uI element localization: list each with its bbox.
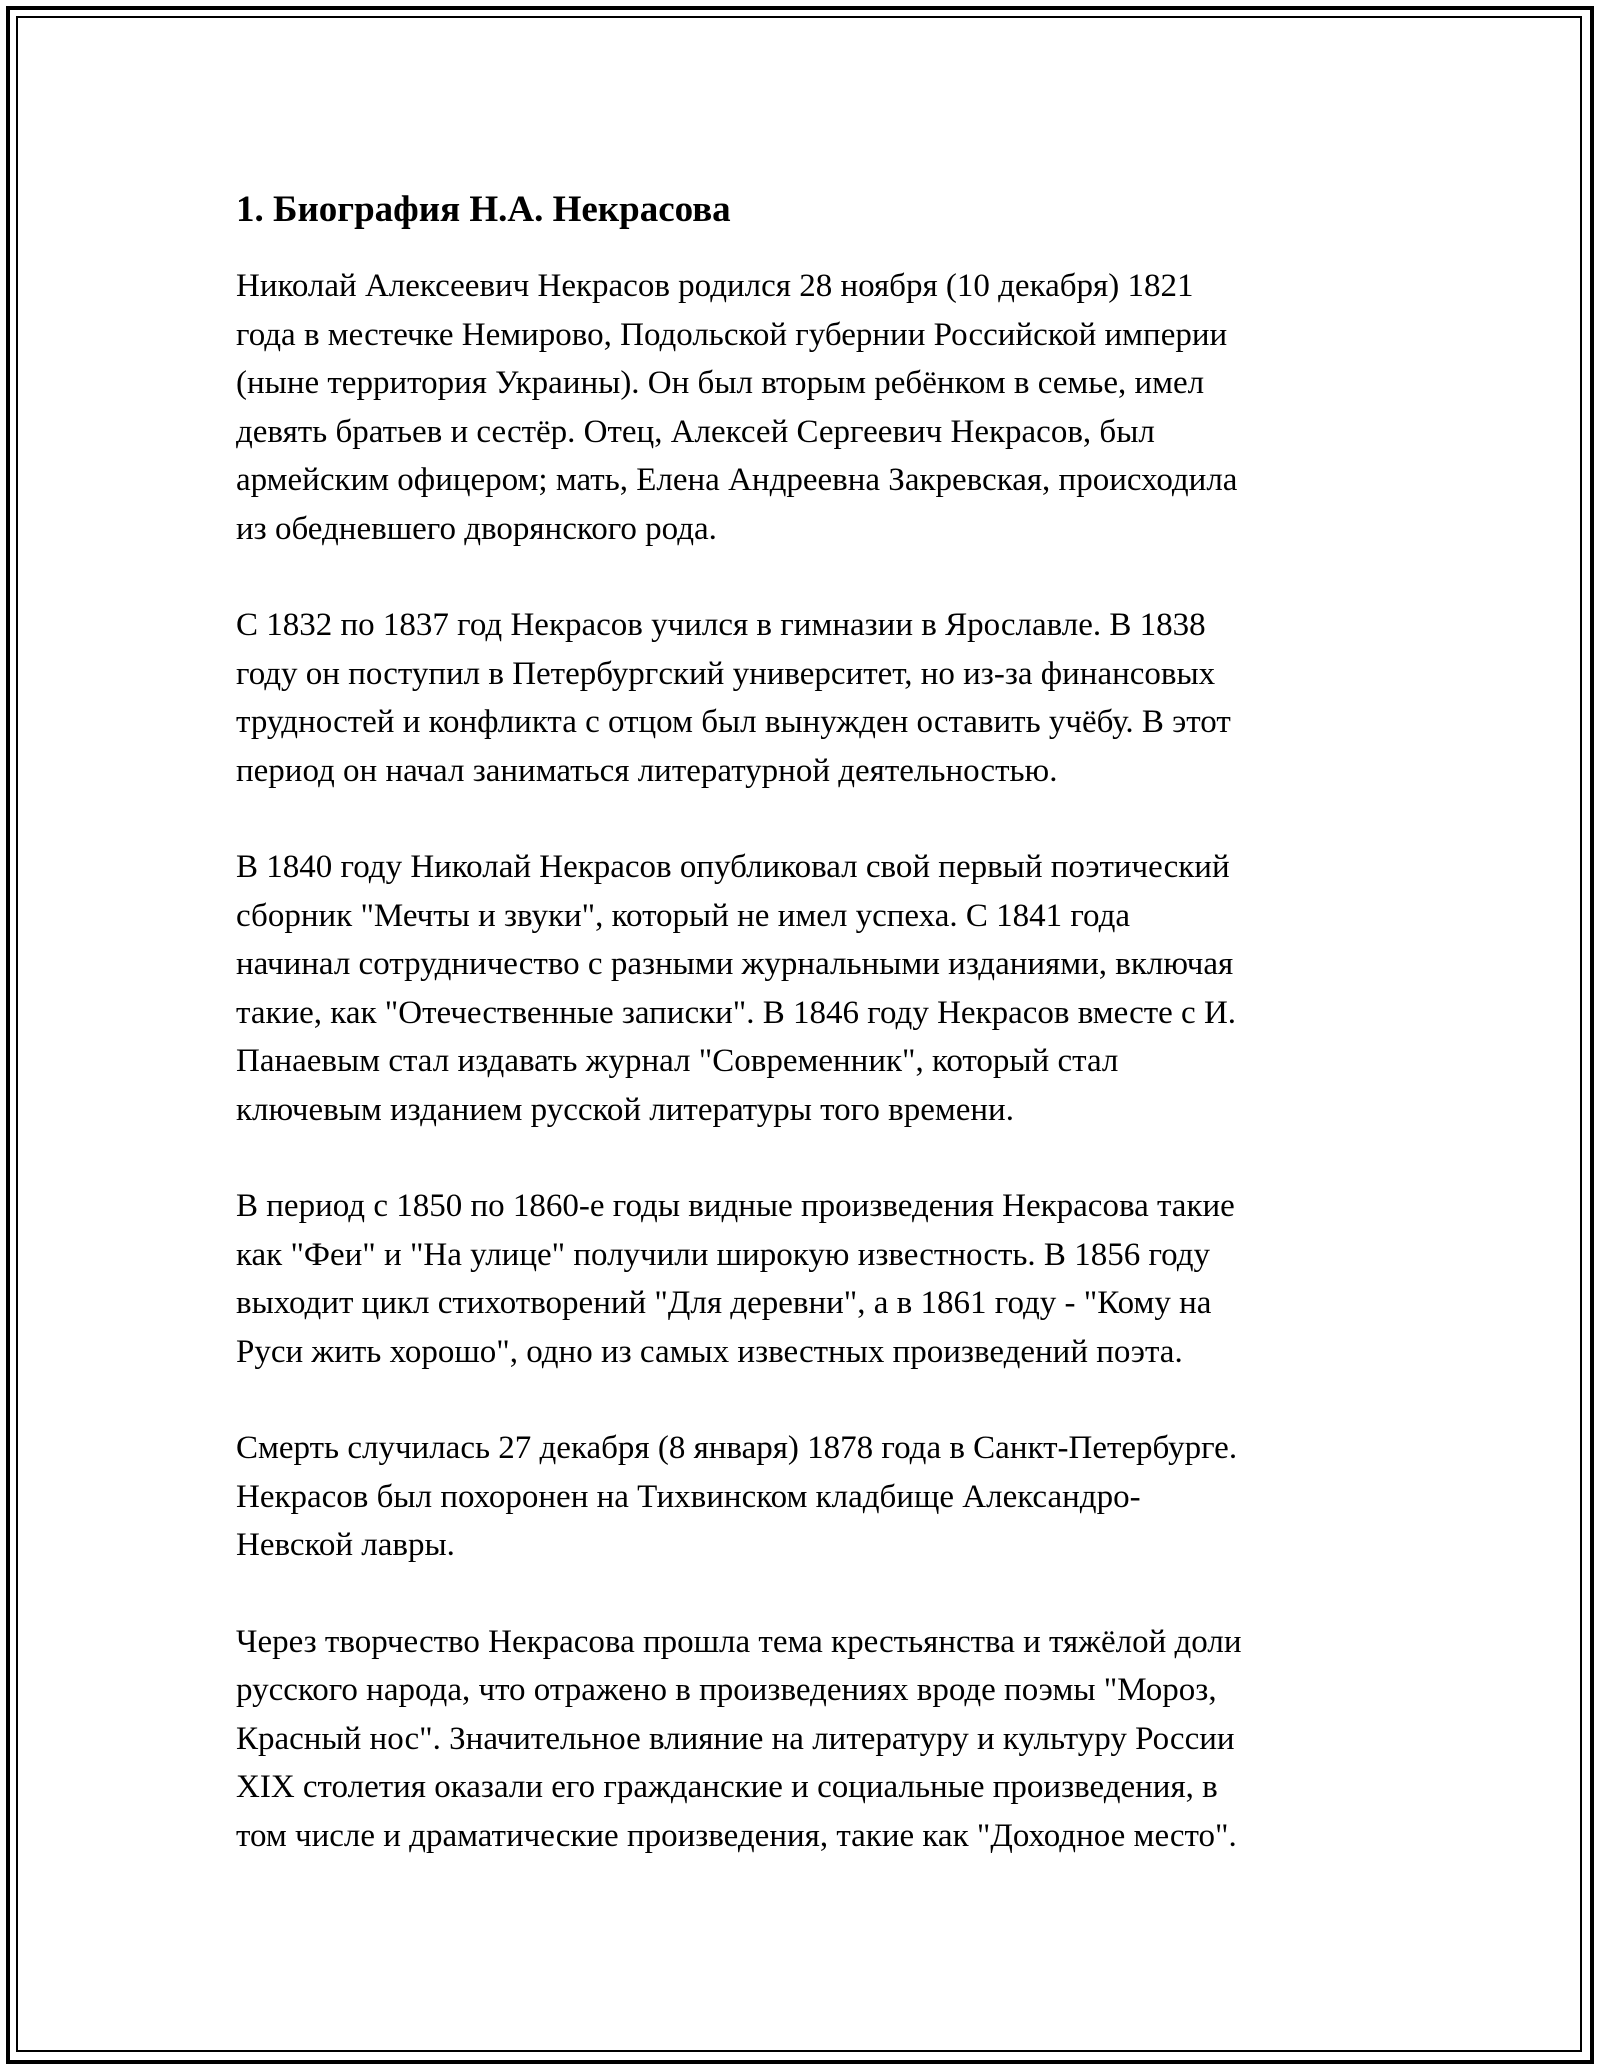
paragraph-major-works: В период с 1850 по 1860-е годы видные произведения Некрасова такие как "Феи" и "На улице" получили широкую известность. В 1856 году выходит цикл стихотворений "Для деревни", а в 1861 году - "Кому на Руси жить хорошо", одно из самых известных произведений поэта. bbox=[236, 1188, 1235, 1370]
document-body bbox=[236, 186, 1376, 1908]
paragraph-early-career: В 1840 году Николай Некрасов опубликовал свой первый поэтический сборник "Мечты и звуки", который не имел успеха. С 1841 года начинал сотрудничество с разными журнальными изданиями, включая такие, как "Отечественные записки". В 1846 году Некрасов вместе с И. Панаевым стал издавать журнал "Современник", который стал ключевым изданием русской литературы того времени. bbox=[236, 849, 1237, 1128]
paragraph-birth: Николай Алексеевич Некрасов родился 28 ноября (10 декабря) 1821 года в местечке Немирово, Подольской губернии Российской империи (ныне территория Украины). Он был вторым ребёнком в семье, имел девять братьев и сестёр. Отец, Алексей Сергеевич Некрасов, был армейским офицером; мать, Елена Андреевна Закревская, происходила из обедневшего дворянского рода. bbox=[236, 268, 1238, 547]
document-title: 1. Биография Н.А. Некрасова bbox=[236, 189, 731, 230]
paragraph-death: Смерть случилась 27 декабря (8 января) 1878 года в Санкт-Петербурге. Некрасов был похоронен на Тихвинском кладбище Александро- Невской лавры. bbox=[236, 1430, 1238, 1563]
paragraph-education: С 1832 по 1837 год Некрасов учился в гимназии в Ярославле. В 1838 году он поступил в Петербургский университет, но из-за финансовых трудностей и конфликта с отцом был вынужден оставить учёбу. В этот период он начал заниматься литературной деятельностью. bbox=[236, 607, 1231, 789]
paragraph-legacy: Через творчество Некрасова прошла тема крестьянства и тяжёлой доли русского народа, что отражено в произведениях вроде поэмы "Мороз, Красный нос". Значительное влияние на литературу и культуру России XIX столетия оказали его гражданские и социальные произведения, в том числе и драматические произведения, такие как "Доходное место". bbox=[236, 1623, 1242, 1854]
